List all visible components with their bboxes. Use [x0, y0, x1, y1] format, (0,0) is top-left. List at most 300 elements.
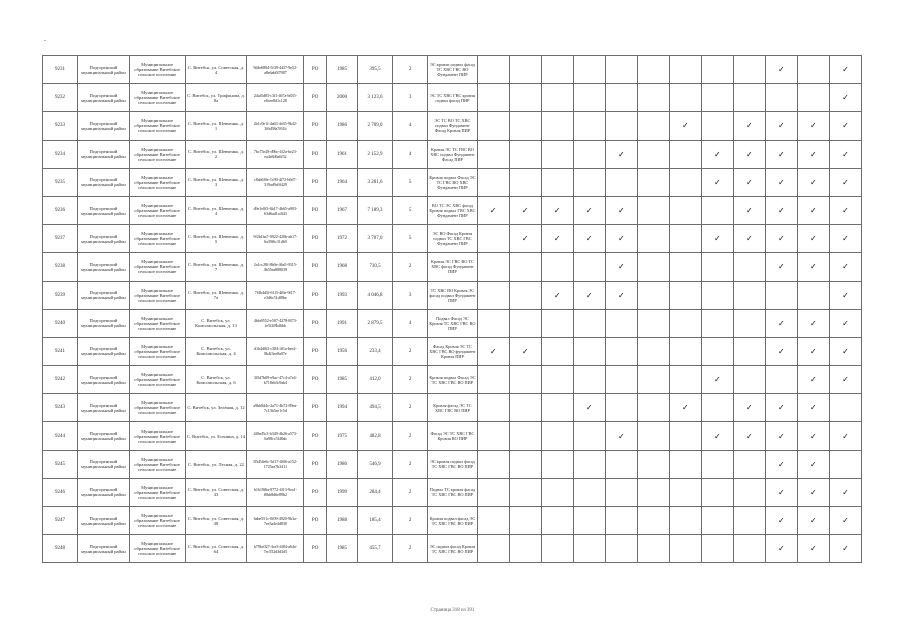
empty-cell: [573, 168, 605, 196]
area: 412,0: [357, 366, 392, 394]
empty-cell: [541, 56, 573, 84]
empty-cell: [509, 450, 541, 478]
empty-cell: [541, 478, 573, 506]
settlement-name: Муниципальное образование Витебское сельское поселение: [129, 84, 185, 112]
checkmark-icon: ✓: [605, 281, 637, 309]
house-guid: 6abe551c-0f09-4920-9b3a-7ee3a4e4d830: [247, 507, 304, 535]
checkmark-icon: ✓: [765, 309, 797, 337]
empty-cell: [669, 196, 701, 224]
works-list: ЭС ТС ВО ТС ХВС подвал Фундамент Фасад Кровля ПИР: [428, 112, 478, 140]
empty-cell: [541, 309, 573, 337]
house-guid: 2a1cc28f-8b0e-46a5-9315-4b55ea888039: [247, 253, 304, 281]
house-guid: 7f4b4d5f-61f5-4f6e-9f17-e3d6c51df8be: [247, 281, 304, 309]
empty-cell: [477, 422, 509, 450]
house-guid: c8ab6f0e-1c90-4f72-b6d7-319ad9a9f429: [247, 168, 304, 196]
works-count: 4: [393, 309, 428, 337]
checkmark-icon: ✓: [765, 507, 797, 535]
checkmark-icon: ✓: [509, 225, 541, 253]
area: 2 152,9: [357, 140, 392, 168]
district-name: Подгоренский муниципальный район: [78, 337, 130, 365]
row-number: 9243: [43, 394, 78, 422]
district-name: Подгоренский муниципальный район: [78, 507, 130, 535]
empty-cell: [477, 309, 509, 337]
works-list: Кровля подвал фасад ЭС ТС ХВС ГВС ВО ПИР: [428, 507, 478, 535]
works-list: Кровля ЭС ГВС ВО ТС ХВС фасад Фундамент ПИР: [428, 253, 478, 281]
empty-cell: [573, 535, 605, 563]
empty-cell: [637, 309, 669, 337]
address: С. Витебск, ул. Шевченко, д. 3: [185, 168, 247, 196]
empty-cell: [541, 394, 573, 422]
empty-cell: [605, 366, 637, 394]
build-year: 1961: [326, 140, 357, 168]
settlement-name: Муниципальное образование Витебское сельское поселение: [129, 196, 185, 224]
area: 233,4: [357, 337, 392, 365]
table-row: [43, 450, 862, 478]
empty-cell: [637, 140, 669, 168]
ownership-form: РО: [304, 140, 327, 168]
empty-cell: [701, 281, 733, 309]
empty-cell: [509, 253, 541, 281]
checkmark-icon: ✓: [829, 84, 861, 112]
empty-cell: [477, 168, 509, 196]
empty-cell: [541, 140, 573, 168]
empty-cell: [509, 309, 541, 337]
empty-cell: [509, 422, 541, 450]
works-count: 5: [393, 168, 428, 196]
checkmark-icon: ✓: [829, 253, 861, 281]
empty-cell: [701, 112, 733, 140]
empty-cell: [605, 535, 637, 563]
empty-cell: [509, 535, 541, 563]
ownership-form: РО: [304, 309, 327, 337]
table-row: [43, 84, 862, 112]
area: 730,5: [357, 253, 392, 281]
works-list: Фасад Кровля ЭС ТС ХВС ГВС ВО фундамент Кровля ПИР: [428, 337, 478, 365]
works-count: 2: [393, 394, 428, 422]
empty-cell: [573, 366, 605, 394]
district-name: Подгоренский муниципальный район: [78, 225, 130, 253]
works-count: 5: [393, 225, 428, 253]
row-number: 9234: [43, 140, 78, 168]
empty-cell: [573, 56, 605, 84]
empty-cell: [573, 478, 605, 506]
checkmark-icon: ✓: [669, 394, 701, 422]
table-row: [43, 168, 862, 196]
checkmark-icon: ✓: [829, 112, 861, 140]
row-number: 9239: [43, 281, 78, 309]
empty-cell: [509, 168, 541, 196]
empty-cell: [541, 422, 573, 450]
settlement-name: Муниципальное образование Витебское сельское поселение: [129, 56, 185, 84]
works-count: 5: [393, 196, 428, 224]
empty-cell: [509, 281, 541, 309]
empty-cell: [605, 309, 637, 337]
area: 3 123,6: [357, 84, 392, 112]
empty-cell: [733, 84, 765, 112]
area: 2 879,5: [357, 309, 392, 337]
empty-cell: [637, 366, 669, 394]
checkmark-icon: ✓: [701, 422, 733, 450]
checkmark-icon: ✓: [605, 225, 637, 253]
empty-cell: [605, 112, 637, 140]
ownership-form: РО: [304, 422, 327, 450]
checkmark-icon: ✓: [765, 478, 797, 506]
empty-cell: [573, 253, 605, 281]
checkmark-icon: ✓: [829, 337, 861, 365]
checkmark-icon: ✓: [733, 394, 765, 422]
row-number: 9233: [43, 112, 78, 140]
settlement-name: Муниципальное образование Витебское сельское поселение: [129, 366, 185, 394]
build-year: 1967: [326, 196, 357, 224]
empty-cell: [669, 281, 701, 309]
empty-cell: [637, 281, 669, 309]
checkmark-icon: ✓: [765, 56, 797, 84]
empty-cell: [669, 168, 701, 196]
empty-cell: [541, 253, 573, 281]
ownership-form: РО: [304, 112, 327, 140]
empty-cell: [733, 366, 765, 394]
empty-cell: [637, 112, 669, 140]
empty-cell: [509, 394, 541, 422]
district-name: Подгоренский муниципальный район: [78, 253, 130, 281]
empty-cell: [605, 337, 637, 365]
empty-cell: [541, 366, 573, 394]
checkmark-icon: ✓: [573, 225, 605, 253]
empty-cell: [637, 225, 669, 253]
ownership-form: РО: [304, 168, 327, 196]
empty-cell: [637, 422, 669, 450]
empty-cell: [509, 56, 541, 84]
checkmark-icon: ✓: [829, 422, 861, 450]
table-row: [43, 112, 862, 140]
empty-cell: [509, 112, 541, 140]
table-row: [43, 309, 862, 337]
checkmark-icon: ✓: [733, 196, 765, 224]
page-footer: Страница 318 из 391: [430, 608, 475, 613]
house-guid: 3f5d7b09-e9ac-47c4-a7e4-b718eb3c9ab4: [247, 366, 304, 394]
district-name: Подгоренский муниципальный район: [78, 478, 130, 506]
table-row: [43, 225, 862, 253]
district-name: Подгоренский муниципальный район: [78, 309, 130, 337]
empty-cell: [605, 478, 637, 506]
works-list: Кровля подвал Фасад ЭС ТС ГВС ВО ХВС Фундамент ПИР: [428, 168, 478, 196]
empty-cell: [509, 140, 541, 168]
empty-cell: [477, 507, 509, 535]
settlement-name: Муниципальное образование Витебское сельское поселение: [129, 337, 185, 365]
build-year: 1986: [326, 112, 357, 140]
checkmark-icon: ✓: [797, 422, 829, 450]
checkmark-icon: ✓: [701, 366, 733, 394]
table-row: [43, 507, 862, 535]
works-count: 4: [393, 112, 428, 140]
ownership-form: РО: [304, 56, 327, 84]
works-list: ВО ТС ЭС ХВС фасад Кровля подвал ГВС ХВС Фундамент ПИР: [428, 196, 478, 224]
district-name: Подгоренский муниципальный район: [78, 394, 130, 422]
build-year: 1994: [326, 394, 357, 422]
checkmark-icon: ✓: [829, 309, 861, 337]
empty-cell: [733, 56, 765, 84]
table-row: [43, 422, 862, 450]
empty-cell: [509, 366, 541, 394]
area: 494,5: [357, 394, 392, 422]
house-guid: 24af5d83-c3f1-467a-b635-e6cee8d1c128: [247, 84, 304, 112]
works-count: 2: [393, 422, 428, 450]
empty-cell: [669, 337, 701, 365]
empty-cell: [637, 337, 669, 365]
checkmark-icon: ✓: [605, 196, 637, 224]
ownership-form: РО: [304, 337, 327, 365]
works-count: 2: [393, 56, 428, 84]
row-number: 9241: [43, 337, 78, 365]
build-year: 1991: [326, 309, 357, 337]
empty-cell: [541, 450, 573, 478]
build-year: 1985: [326, 535, 357, 563]
row-number: 9246: [43, 478, 78, 506]
ownership-form: РО: [304, 253, 327, 281]
area: 3 201,6: [357, 168, 392, 196]
checkmark-icon: ✓: [733, 112, 765, 140]
table-row: [43, 140, 862, 168]
build-year: 1993: [326, 281, 357, 309]
checkmark-icon: ✓: [765, 337, 797, 365]
checkmark-icon: ✓: [573, 281, 605, 309]
address: С. Витебск, ул. Есенина, д. 14: [185, 422, 247, 450]
empty-cell: [637, 535, 669, 563]
house-guid: b79bc027-4ce3-4f84-a64a-7ec552d3d3d5: [247, 535, 304, 563]
checkmark-icon: ✓: [573, 196, 605, 224]
address: С. Витебск, ул. Комсомольская, д. 13: [185, 309, 247, 337]
address: С. Витебск, ул. Шевченко, д. 7а: [185, 281, 247, 309]
checkmark-icon: ✓: [765, 225, 797, 253]
empty-cell: [669, 366, 701, 394]
empty-cell: [637, 507, 669, 535]
checkmark-icon: ✓: [541, 225, 573, 253]
checkmark-icon: ✓: [509, 337, 541, 365]
empty-cell: [701, 450, 733, 478]
settlement-name: Муниципальное образование Витебское сельское поселение: [129, 309, 185, 337]
empty-cell: [573, 112, 605, 140]
empty-cell: [765, 366, 797, 394]
area: 455,7: [357, 535, 392, 563]
empty-cell: [541, 337, 573, 365]
checkmark-icon: ✓: [797, 196, 829, 224]
empty-cell: [829, 450, 861, 478]
empty-cell: [477, 140, 509, 168]
row-number: 9238: [43, 253, 78, 281]
address: С. Витебск, ул. Советская, д. 64: [185, 535, 247, 563]
register-table: [42, 55, 862, 563]
build-year: 1968: [326, 253, 357, 281]
empty-cell: [477, 225, 509, 253]
empty-cell: [573, 309, 605, 337]
checkmark-icon: ✓: [733, 225, 765, 253]
settlement-name: Муниципальное образование Витебское сельское поселение: [129, 112, 185, 140]
ownership-form: РО: [304, 366, 327, 394]
works-list: ТС ХВС ВО Кровля ЭС фасад подвал Фундамент ПИР: [428, 281, 478, 309]
settlement-name: Муниципальное образование Витебское сельское поселение: [129, 281, 185, 309]
build-year: 1999: [326, 478, 357, 506]
works-count: 3: [393, 84, 428, 112]
works-count: 3: [393, 281, 428, 309]
works-list: Кровля фасад ЭС ТС ХВС ГВС ВО ПИР: [428, 394, 478, 422]
checkmark-icon: ✓: [669, 112, 701, 140]
checkmark-icon: ✓: [765, 394, 797, 422]
empty-cell: [733, 253, 765, 281]
row-number: 9244: [43, 422, 78, 450]
settlement-name: Муниципальное образование Витебское сельское поселение: [129, 168, 185, 196]
empty-cell: [477, 56, 509, 84]
works-count: 2: [393, 450, 428, 478]
checkmark-icon: ✓: [477, 337, 509, 365]
address: С. Витебск, ул. Лесная, д. 22: [185, 450, 247, 478]
empty-cell: [541, 112, 573, 140]
empty-cell: [637, 168, 669, 196]
checkmark-icon: ✓: [765, 535, 797, 563]
row-number: 9245: [43, 450, 78, 478]
settlement-name: Муниципальное образование Витебское сельское поселение: [129, 253, 185, 281]
table-row: [43, 281, 862, 309]
empty-cell: [701, 394, 733, 422]
empty-cell: [477, 394, 509, 422]
address: С. Витебск, ул. Советская, д. 48: [185, 507, 247, 535]
settlement-name: Муниципальное образование Витебское сельское поселение: [129, 422, 185, 450]
empty-cell: [669, 507, 701, 535]
ownership-form: РО: [304, 196, 327, 224]
house-guid: 7bc75e28-d9bc-4f2a-be23-ea4e8d6a6f32: [247, 140, 304, 168]
address: С. Витебск, ул. Шевченко, д. 5: [185, 225, 247, 253]
address: С. Витебск, ул. Шевченко, д. 2: [185, 140, 247, 168]
works-count: 2: [393, 253, 428, 281]
table-row: [43, 394, 862, 422]
empty-cell: [477, 450, 509, 478]
checkmark-icon: ✓: [477, 196, 509, 224]
house-guid: 85d54e6c-5d17-48f6-a152-1725ea7b3411: [247, 450, 304, 478]
empty-cell: [797, 281, 829, 309]
area: 284,4: [357, 478, 392, 506]
checkmark-icon: ✓: [605, 140, 637, 168]
build-year: 1986: [326, 450, 357, 478]
empty-cell: [477, 281, 509, 309]
empty-cell: [669, 535, 701, 563]
area: 7 189,3: [357, 196, 392, 224]
address: С. Витебск, ул. Шевченко, д. 7: [185, 253, 247, 281]
checkmark-icon: ✓: [797, 366, 829, 394]
works-list: ЭС ТС ХВС ГВС кровля подвал фасад ПИР: [428, 84, 478, 112]
checkmark-icon: ✓: [765, 112, 797, 140]
table-row: [43, 535, 862, 563]
works-list: Подвал ТС кровля фасад ТС ХВС ГВС ВО ПИР: [428, 478, 478, 506]
checkmark-icon: ✓: [829, 140, 861, 168]
empty-cell: [605, 507, 637, 535]
ownership-form: РО: [304, 394, 327, 422]
works-count: 4: [393, 140, 428, 168]
empty-cell: [637, 56, 669, 84]
area: 482,8: [357, 422, 392, 450]
checkmark-icon: ✓: [829, 478, 861, 506]
empty-cell: [573, 337, 605, 365]
checkmark-icon: ✓: [765, 422, 797, 450]
area: 395,5: [357, 56, 392, 84]
empty-cell: [829, 394, 861, 422]
empty-cell: [701, 309, 733, 337]
empty-cell: [669, 84, 701, 112]
empty-cell: [509, 84, 541, 112]
house-guid: d1b4d0f2-c384-4f1a-bee2-8b4f3ee8a07e: [247, 337, 304, 365]
empty-cell: [797, 84, 829, 112]
checkmark-icon: ✓: [509, 196, 541, 224]
address: С. Витебск, ул. Шевченко, д. 1: [185, 112, 247, 140]
settlement-name: Муниципальное образование Витебское сельское поселение: [129, 140, 185, 168]
empty-cell: [477, 478, 509, 506]
empty-cell: [637, 478, 669, 506]
works-list: ЭС кровли подвал фасад ТС ХВС ГВС ВО Фундамент ПИР: [428, 56, 478, 84]
ownership-form: РО: [304, 450, 327, 478]
empty-cell: [669, 422, 701, 450]
house-guid: d9e1e0f3-6b17-4b65-a903-63d6ad1cdf43: [247, 196, 304, 224]
empty-cell: [605, 56, 637, 84]
house-guid: b1b19f6a-9772-4f13-9ea1-f0bb8d6e89b2: [247, 478, 304, 506]
empty-cell: [733, 281, 765, 309]
address: С. Витебск, ул. Трифонова, д. 8а: [185, 84, 247, 112]
empty-cell: [733, 507, 765, 535]
house-guid: 4bfa9552-e507-4278-8f73-fe5f2f8bf6bb: [247, 309, 304, 337]
empty-cell: [637, 196, 669, 224]
checkmark-icon: ✓: [701, 140, 733, 168]
row-number: 9248: [43, 535, 78, 563]
settlement-name: Муниципальное образование Витебское сельское поселение: [129, 450, 185, 478]
empty-cell: [797, 56, 829, 84]
table-row: [43, 253, 862, 281]
build-year: 1988: [326, 507, 357, 535]
checkmark-icon: ✓: [829, 281, 861, 309]
area: 4 046,8: [357, 281, 392, 309]
empty-cell: [605, 394, 637, 422]
empty-cell: [605, 84, 637, 112]
empty-cell: [701, 337, 733, 365]
checkmark-icon: ✓: [605, 422, 637, 450]
empty-cell: [637, 394, 669, 422]
works-count: 2: [393, 478, 428, 506]
settlement-name: Муниципальное образование Витебское сельское поселение: [129, 535, 185, 563]
checkmark-icon: ✓: [829, 366, 861, 394]
empty-cell: [701, 56, 733, 84]
house-guid: 2b1c9e1f-4a63-4c65-9b42-3f6d58a7f61b: [247, 112, 304, 140]
empty-cell: [733, 478, 765, 506]
empty-cell: [541, 168, 573, 196]
works-count: 2: [393, 366, 428, 394]
checkmark-icon: ✓: [797, 253, 829, 281]
empty-cell: [733, 337, 765, 365]
address: С. Витебск, ул. Шевченко, д. 4: [185, 196, 247, 224]
settlement-name: Муниципальное образование Витебское сельское поселение: [129, 394, 185, 422]
empty-cell: [669, 309, 701, 337]
empty-cell: [573, 140, 605, 168]
empty-cell: [733, 450, 765, 478]
empty-cell: [733, 535, 765, 563]
empty-cell: [701, 253, 733, 281]
checkmark-icon: ✓: [733, 168, 765, 196]
address: С. Витебск, ул. Зелёная, д. 12: [185, 394, 247, 422]
address: С. Витебск, ул. Советская, д. 43: [185, 478, 247, 506]
works-list: ЭС подвал фасад Кровля ТС ХВС ГВС ВО ПИР: [428, 535, 478, 563]
house-guid: 9d4e6884-5f39-4437-9e52-a8e6ab0f7087: [247, 56, 304, 84]
checkmark-icon: ✓: [701, 225, 733, 253]
empty-cell: [669, 478, 701, 506]
checkmark-icon: ✓: [797, 394, 829, 422]
table-row: [43, 478, 862, 506]
area: 3 707,0: [357, 225, 392, 253]
checkmark-icon: ✓: [765, 450, 797, 478]
